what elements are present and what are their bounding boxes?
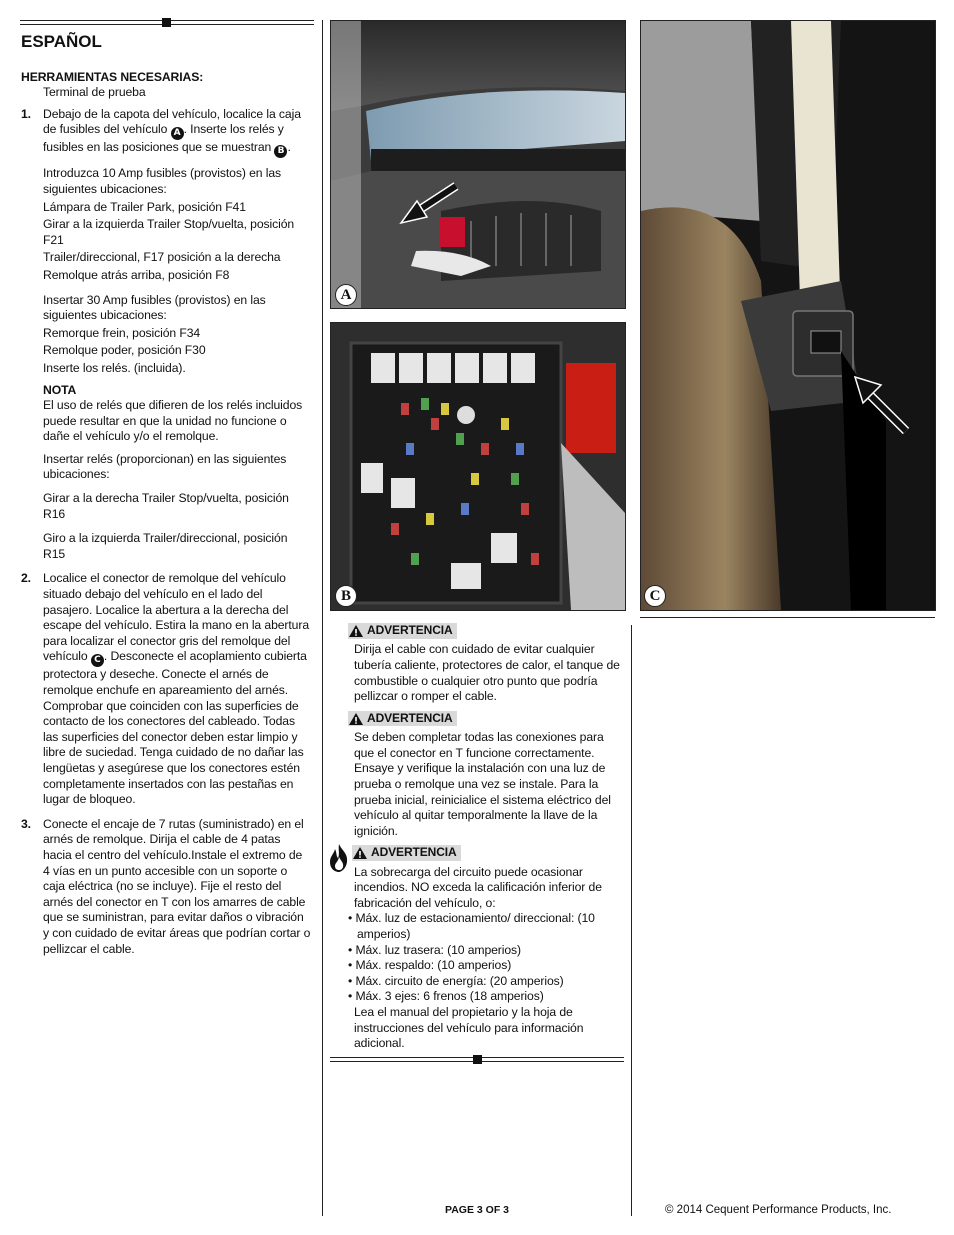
list-item: • Máx. luz trasera: (10 amperios) <box>348 942 522 957</box>
fuses-30-intro: Insertar 30 Amp fusibles (provistos) en las siguientes ubicaciones: <box>43 292 266 323</box>
photo-a-label: A <box>335 284 357 306</box>
warning-triangle-icon <box>352 846 368 860</box>
fuse-item: Inserte los relés. (incluida). <box>43 360 186 375</box>
right-column-rule <box>640 617 935 618</box>
photo-b-label: B <box>335 585 357 607</box>
warning-header <box>348 711 457 727</box>
warning-label: ADVERTENCIA <box>367 710 453 725</box>
relays-intro: Insertar relés (proporcionan) en las siguientes ubicaciones: <box>43 451 287 482</box>
photo-a-underhood <box>330 20 626 309</box>
section-title: ESPAÑOL <box>21 32 102 51</box>
warning-header <box>348 623 457 639</box>
relay-item: Giro a la izquierda Trailer/direccional, posición R15 <box>43 531 288 561</box>
rule-marker <box>473 1055 482 1064</box>
photo-c-label: C <box>644 585 666 607</box>
photo-c-trailer-connector <box>640 20 936 611</box>
column-divider-right <box>631 625 632 1216</box>
rule-marker <box>162 18 171 27</box>
fire-hazard-icon <box>328 843 350 873</box>
fuse-item: Remolque poder, posición F30 <box>43 343 206 358</box>
fuse-item: Trailer/direccional, F17 posición a la derecha <box>43 250 281 265</box>
warning-triangle-icon <box>348 712 364 726</box>
callout-b-icon: B <box>274 145 287 158</box>
fire-warning-intro: La sobrecarga del circuito puede ocasionar incendios. NO exceda la calificación inferior de fabricación del vehículo, o: <box>354 864 602 910</box>
step-number: 3. <box>21 816 31 831</box>
warning-text: Dirija el cable con cuidado de evitar cualquier tubería caliente, protectores de calor, el tanque de combustible o cualquier otro punto que podría pellizcar o romper el cable. <box>354 642 620 704</box>
instructions-column <box>21 30 311 963</box>
step-number: 2. <box>21 571 31 586</box>
tools-heading: HERRAMIENTAS NECESARIAS: <box>21 69 204 84</box>
step-2 <box>21 571 311 807</box>
page-number: PAGE 3 OF 3 <box>445 1204 509 1216</box>
relay-item: Girar a la derecha Trailer Stop/vuelta, posición R16 <box>43 491 289 521</box>
warning-1 <box>348 623 624 705</box>
list-item: • Máx. luz de estacionamiento/ direccional: (10 amperios) <box>348 911 595 942</box>
note-text: El uso de relés que difieren de los relés incluidos puede resultar en que la unidad no funcione o dañe el vehículo y/o el remolque. <box>43 398 303 444</box>
list-item: • Máx. respaldo: (10 amperios) <box>348 958 512 973</box>
fuses-10-intro: Introduzca 10 Amp fusibles (provistos) en las siguientes ubicaciones: <box>43 166 282 196</box>
step-2-text: Localice el conector de remolque del vehículo situado debajo del vehículo en el lado del pasajero. Localice la abertura a la derecha del escape del vehículo. Estira la mano en la abertura para localizar el conector gris del remolque del vehículo C . Desconecte el acoplamiento cubierta protectora y deseche. Conecte el arnés de remolque enchufe en apareamiento del arnés. Comprobar que coinciden con las superficies de contacto de los conectores del cableado. Todas las superficies del conector deben estar limpio y libre de suciedad. Tenga cuidado de no dañar las lengüetas y asegúrese que los conectores estén completamente insertados con las pestañas en lugar de bloqueo. <box>43 571 309 807</box>
fuse-item: Remolque atrás arriba, posición F8 <box>43 267 230 282</box>
fuse-item: Remorque frein, posición F34 <box>43 325 201 340</box>
amperage-list <box>348 911 624 1005</box>
photo-b-fuse-box <box>330 322 626 611</box>
list-item: • Máx. circuito de energía: (20 amperios) <box>348 973 564 988</box>
column-divider-left <box>322 20 323 1216</box>
fire-warning-outro: Lea el manual del propietario y la hoja de instrucciones del vehículo para información adicional. <box>354 1005 584 1051</box>
warning-label: ADVERTENCIA <box>371 845 457 860</box>
callout-c-icon: C <box>91 654 104 667</box>
warnings-section <box>348 623 624 1058</box>
warning-text: Se deben completar todas las conexiones para que el conector en T funcione correctamente. Ensaye y verifique la instalación con una luz de prueba o remolque una vez se instale. Para la prueba inicial, reinicialice el sistema eléctrico del vehículo al quitar temporalmente la llave de la ignición. <box>354 730 611 838</box>
warning-header <box>352 845 461 861</box>
tools-item: Terminal de prueba <box>43 85 146 100</box>
copyright: © 2014 Cequent Performance Products, Inc. <box>665 1204 892 1216</box>
step-number: 1. <box>21 106 31 121</box>
warning-triangle-icon <box>348 624 364 638</box>
callout-a-icon: A <box>171 127 184 140</box>
step-1-intro: Debajo de la capota del vehículo, localice la caja de fusibles del vehículo A . Inserte los relés y fusibles en las posiciones que se muestran B . <box>43 106 301 157</box>
fuse-item: Lámpara de Trailer Park, posición F41 <box>43 199 246 214</box>
list-item: • Máx. 3 ejes: 6 frenos (18 amperios) <box>348 989 544 1004</box>
step-3-text: Conecte el encaje de 7 rutas (suministrado) en el arnés de remolque. Dirija el cable de 4 patas hacia el centro del vehículo.Instale el extremo de 4 vías en un punto accesible con un soporte o caja eléctrica (no se incluye). Fije el resto del arnés del conector en T con los amarres de cable que se suministran, para evitar daños o vibración y con cuidado de evitar áreas que podrían cortar o pellizcar el cable. <box>43 816 311 956</box>
step-1 <box>21 107 311 563</box>
step-3 <box>21 817 311 957</box>
fuse-item: Girar a la izquierda Trailer Stop/vuelta, posición F21 <box>43 217 295 247</box>
fire-warning <box>348 845 624 1052</box>
warning-2 <box>348 711 624 840</box>
warning-label: ADVERTENCIA <box>367 623 453 637</box>
note-label: NOTA <box>43 382 77 397</box>
